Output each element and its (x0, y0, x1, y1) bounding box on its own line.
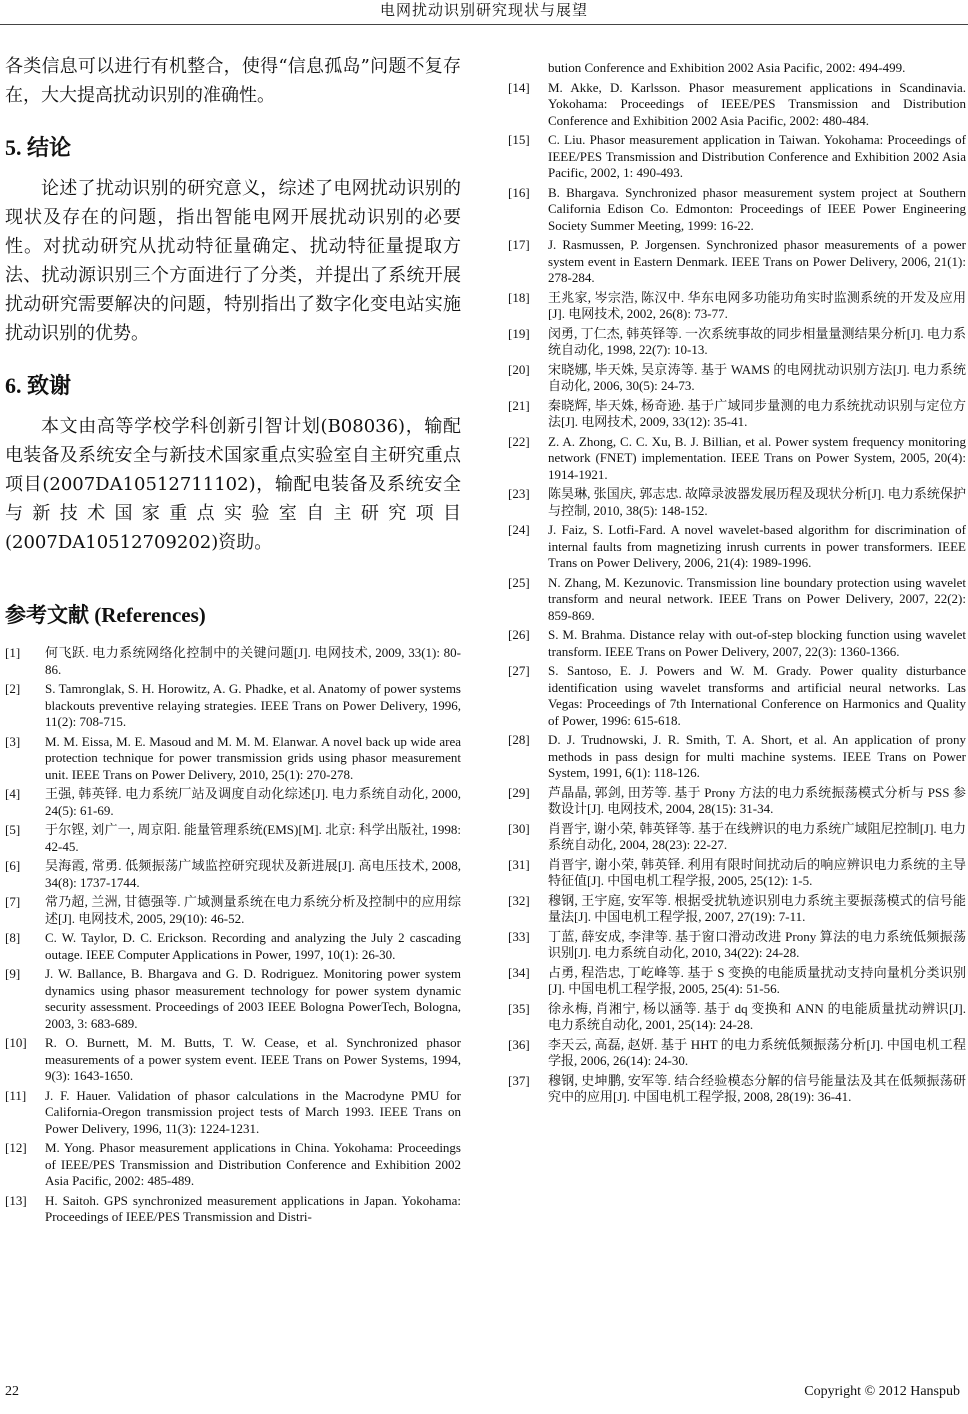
reference-item (508, 857, 966, 890)
copyright: Copyright © 2012 Hanspub (804, 1384, 960, 1399)
reference-text: 于尔铿, 刘广一, 周京阳. 能量管理系统(EMS)[M]. 北京: 科学出版社, 1998: 42-45. (45, 822, 461, 854)
reference-13-continued (508, 60, 966, 77)
reference-text: J. F. Hauer. Validation of phasor calculations in the Macrodyne PMU for California-Oregon transmission project tests of March 1993. IEEE Trans on Power Delivery, 1996, 11(3): 1224-1231. (45, 1087, 461, 1136)
reference-number: [36] (508, 1036, 530, 1052)
reference-number: [30] (508, 820, 530, 836)
reference-text: 丁蓝, 薛安成, 李津等. 基于窗口滑动改进 Prony 算法的电力系统低频振荡识别[J]. 电力系统自动化, 2010, 34(22): 24-28. (548, 928, 966, 960)
references-heading: 参考文献 (References) (5, 603, 206, 627)
reference-item (5, 786, 461, 819)
reference-item (508, 663, 966, 729)
reference-number: [20] (508, 361, 530, 377)
reference-text: S. Santoso, E. J. Powers and W. M. Grady. Power quality disturbance identification using wavelet transforms and artificial neural networks. Las Vegas: Proceedings of 7th International Conference on Harmonics and Quality of Power, 1996: 615-618. (548, 663, 966, 728)
left-column (5, 52, 461, 1229)
reference-number: [3] (5, 733, 21, 749)
reference-number: [17] (508, 237, 530, 252)
reference-item (5, 1035, 461, 1085)
reference-item (5, 858, 461, 891)
reference-text: C. W. Taylor, D. C. Erickson. Recording and analyzing the July 2 cascading outage. IEEE Computer Applications in Power, 1997, 10(1): 26-30. (45, 930, 461, 962)
reference-number: [6] (5, 858, 21, 873)
section-5-heading: 5. 结论 (5, 135, 72, 160)
reference-item (5, 894, 461, 927)
header-rule (0, 24, 968, 25)
reference-text: 穆钢, 王宇庭, 安军等. 根据受扰轨迹识别电力系统主要振荡模式的信号能量法[J]. 中国电机工程学报, 2007, 27(19): 7-11. (548, 892, 966, 924)
reference-item (5, 681, 461, 731)
reference-item (5, 1193, 461, 1226)
reference-text: 王兆家, 岑宗浩, 陈汉中. 华东电网多功能功角实时监测系统的开发及应用[J]. 电网技术, 2002, 26(8): 73-77. (548, 289, 966, 321)
reference-text: 徐永梅, 肖湘宁, 杨以涵等. 基于 dq 变换和 ANN 的电能质量扰动辨识[J]. 电力系统自动化, 2001, 25(14): 24-28. (548, 1000, 966, 1032)
reference-text: H. Saitoh. GPS synchronized measurement applications in Japan. Yokohama: Proceedings of IEEE/PES Transmission and Distri- (45, 1192, 461, 1224)
reference-item (508, 237, 966, 287)
reference-number: [37] (508, 1072, 530, 1088)
reference-number: [15] (508, 132, 530, 147)
reference-number: [33] (508, 928, 530, 944)
reference-text: 肖晋宇, 谢小荣, 韩英铎等. 基于在线辨识的电力系统广域阻尼控制[J]. 电力系统自动化, 2004, 28(23): 22-27. (548, 820, 966, 852)
reference-item (5, 645, 461, 678)
reference-item (508, 80, 966, 130)
reference-number: [19] (508, 325, 530, 341)
reference-number: [34] (508, 964, 530, 980)
section-5-paragraph: 论述了扰动识别的研究意义，综述了电网扰动识别的现状及存在的问题，指出智能电网开展扰动识别的必要性。对扰动研究从扰动特征量确定、扰动特征量提取方法、扰动源识别三个方面进行了分类，并提出了系统开展扰动研究需要解决的问题，特别指出了数字化变电站实施扰动识别的优势。 (5, 178, 461, 344)
reference-number: [10] (5, 1035, 27, 1050)
reference-text: 穆钢, 史坤鹏, 安军等. 结合经验模态分解的信号能量法及其在低频振荡研究中的应用[J]. 中国电机工程学报, 2008, 28(19): 36-41. (548, 1072, 966, 1104)
reference-text: N. Zhang, M. Kezunovic. Transmission line boundary protection using wavelet transform and neural network. IEEE Trans on Power Delivery, 2007, 22(2): 859-869. (548, 574, 966, 623)
reference-text: S. M. Brahma. Distance relay with out-of-step blocking function using wavelet transform. IEEE Trans on Power Delivery, 2007, 22(3): 1360-1366. (548, 627, 966, 659)
reference-item (508, 732, 966, 782)
reference-item (508, 627, 966, 660)
reference-number: [21] (508, 397, 530, 413)
reference-number: [27] (508, 663, 530, 678)
reference-text: B. Bhargava. Synchronized phasor measurement system project at Southern California Edison Co. Edmonton: Proceedings of IEEE Power Engineering Society Summer Meeting, 1999: 16-22. (548, 184, 966, 233)
reference-text: 何飞跃. 电力系统网络化控制中的关键问题[J]. 电网技术, 2009, 33(1): 80-86. (45, 645, 461, 677)
reference-number: [28] (508, 732, 530, 747)
section-6-heading: 6. 致谢 (5, 373, 72, 398)
reference-item (508, 362, 966, 395)
reference-item (5, 1140, 461, 1190)
reference-number: [18] (508, 289, 530, 305)
reference-number: [24] (508, 522, 530, 537)
reference-number: [4] (5, 786, 21, 801)
reference-number: [12] (5, 1140, 27, 1155)
reference-item (508, 398, 966, 431)
reference-item (508, 522, 966, 572)
reference-number: [29] (508, 784, 530, 800)
reference-text: M. M. Eissa, M. E. Masoud and M. M. M. Elanwar. A novel back up wide area protection technique for power transmission grids using phasor measurement unit. IEEE Trans on Power Delivery, 2010, 25(1): 270-278. (45, 733, 461, 782)
reference-text: Z. A. Zhong, C. C. Xu, B. J. Billian, et al. Power system frequency monitoring network (FNET) implementation. IEEE Trans on Power System, 2005, 20(4): 1914-1921. (548, 433, 966, 482)
reference-text: C. Liu. Phasor measurement application in Taiwan. Yokohama: Proceedings of IEEE/PES Transmission and Distribution Conference and Exhibition 2002 Asia Pacific, 2002, 1: 490-493. (548, 132, 966, 180)
page-number: 22 (5, 1384, 19, 1399)
reference-text: 肖晋宇, 谢小荣, 韩英铎. 利用有限时间扰动后的响应辨识电力系统的主导特征值[J]. 中国电机工程学报, 2005, 25(12): 1-5. (548, 856, 966, 888)
reference-item (508, 929, 966, 962)
running-title: 电网扰动识别研究现状与展望 (379, 1, 588, 19)
reference-number: [2] (5, 681, 21, 696)
reference-number: [23] (508, 486, 530, 501)
reference-number: [9] (5, 966, 21, 981)
reference-item (5, 822, 461, 855)
reference-text: 闵勇, 丁仁杰, 韩英铎等. 一次系统事故的同步相量量测结果分析[J]. 电力系统自动化, 1998, 22(7): 10-13. (548, 325, 966, 357)
reference-number: [1] (5, 645, 21, 660)
reference-number: [35] (508, 1000, 530, 1016)
reference-text: 吴海霞, 常勇. 低频振荡广域监控研究现状及新进展[J]. 高电压技术, 2008, 34(8): 1737-1744. (45, 858, 461, 890)
reference-text: 芦晶晶, 郭剑, 田芳等. 基于 Prony 方法的电力系统振荡模式分析与 PSS 参数设计[J]. 电网技术, 2004, 28(15): 31-34. (548, 784, 966, 816)
reference-text: M. Akke, D. Karlsson. Phasor measurement applications in Scandinavia. Yokohama: Proceedings of IEEE/PES Transmission and Distribution Conference and Exhibition 2002 Asia Pacific, 2002: 480-484. (548, 79, 966, 128)
section-6-paragraph: 本文由高等学校学科创新引智计划(B08036)，输配电装备及系统安全与新技术国家重点实验室自主研究重点项目(2007DA10512711102)，输配电装备及系统安全与新技术国家重点实验室自主研究项目(2007DA10512709202)资助。 (5, 416, 461, 553)
reference-text: 秦晓辉, 毕天姝, 杨奇逊. 基于广域同步量测的电力系统扰动识别与定位方法[J]. 电网技术, 2009, 33(12): 35-41. (548, 397, 966, 429)
reference-number: [22] (508, 433, 530, 449)
reference-text: 宋晓娜, 毕天姝, 吴京涛等. 基于 WAMS 的电网扰动识别方法[J]. 电力系统自动化, 2006, 30(5): 24-73. (548, 361, 966, 393)
reference-item (508, 434, 966, 484)
reference-item (5, 734, 461, 784)
reference-item (508, 185, 966, 235)
reference-number: [13] (5, 1192, 27, 1208)
reference-number: [14] (508, 79, 530, 95)
reference-text: J. Rasmussen, P. Jorgensen. Synchronized phasor measurements of a power system event in Eastern Denmark. IEEE Trans on Power Delivery, 2006, 21(1): 278-284. (548, 237, 966, 285)
reference-item (508, 486, 966, 519)
reference-item (508, 132, 966, 182)
reference-text: D. J. Trudnowski, J. R. Smith, T. A. Short, et al. An application of prony methods in pass design for multi machine systems. IEEE Trans on Power System, 1991, 6(1): 118-126. (548, 732, 966, 780)
reference-item (508, 575, 966, 625)
reference-text: 王强, 韩英铎. 电力系统厂站及调度自动化综述[J]. 电力系统自动化, 2000, 24(5): 61-69. (45, 786, 461, 818)
reference-number: [26] (508, 627, 530, 642)
reference-item (508, 785, 966, 818)
reference-item (508, 965, 966, 998)
reference-item (5, 966, 461, 1032)
reference-text: J. Faiz, S. Lotfi-Fard. A novel wavelet-based algorithm for discrimination of internal faults from magnetizing inrush currents in power transformers. IEEE Trans on Power Delivery, 2006, 21(4): 1989-1996. (548, 522, 966, 570)
reference-number: [31] (508, 856, 530, 872)
reference-number: [5] (5, 822, 21, 837)
reference-text: 占勇, 程浩忠, 丁屹峰等. 基于 S 变换的电能质量扰动支持向量机分类识别[J]. 中国电机工程学报, 2005, 25(4): 51-56. (548, 964, 966, 996)
reference-text: bution Conference and Exhibition 2002 Asia Pacific, 2002: 494-499. (548, 60, 906, 75)
reference-text: 李天云, 高磊, 赵妍. 基于 HHT 的电力系统低频振荡分析[J]. 中国电机工程学报, 2006, 26(14): 24-30. (548, 1036, 966, 1068)
right-column (508, 60, 966, 1109)
reference-list-left (5, 645, 461, 1226)
reference-number: [25] (508, 574, 530, 590)
reference-text: 常乃超, 兰洲, 甘德强等. 广域测量系统在电力系统分析及控制中的应用综述[J]. 电网技术, 2005, 29(10): 46-52. (45, 894, 461, 926)
reference-text: M. Yong. Phasor measurement applications in China. Yokohama: Proceedings of IEEE/PES Transmission and Distribution Conference and Exhibition 2002 Asia Pacific, 2002: 485-489. (45, 1140, 461, 1188)
reference-item (508, 1001, 966, 1034)
reference-item (508, 326, 966, 359)
reference-item (508, 893, 966, 926)
reference-item (5, 1088, 461, 1138)
reference-text: 陈昊琳, 张国庆, 郭志忠. 故障录波器发展历程及现状分析[J]. 电力系统保护与控制, 2010, 38(5): 148-152. (548, 486, 966, 518)
reference-item (508, 1037, 966, 1070)
reference-item (5, 930, 461, 963)
reference-number: [7] (5, 894, 21, 909)
reference-text: S. Tamronglak, S. H. Horowitz, A. G. Phadke, et al. Anatomy of power systems blackouts preventive relaying strategies. IEEE Trans on Power Delivery, 1996, 11(2): 708-715. (45, 681, 461, 729)
reference-number: [8] (5, 930, 21, 945)
reference-text: R. O. Burnett, M. M. Butts, T. W. Cease, et al. Synchronized phasor measurements of a power system event. IEEE Trans on Power Systems, 1994, 9(3): 1643-1650. (45, 1035, 461, 1083)
reference-number: [32] (508, 892, 530, 908)
intro-paragraph: 各类信息可以进行有机整合，使得“信息孤岛”问题不复存在，大大提高扰动识别的准确性。 (5, 56, 461, 106)
reference-item (508, 1073, 966, 1106)
reference-item (508, 290, 966, 323)
reference-item (508, 821, 966, 854)
reference-number: [11] (5, 1087, 27, 1103)
reference-text: J. W. Ballance, B. Bhargava and G. D. Rodriguez. Monitoring power system dynamics using phasor measurement technology for power system dynamic security assessment. Proceedings of 2003 IEEE Bologna PowerTech, Bologna, 2003, 3: 683-689. (45, 966, 461, 1031)
reference-list-right (508, 80, 966, 1106)
reference-number: [16] (508, 184, 530, 200)
